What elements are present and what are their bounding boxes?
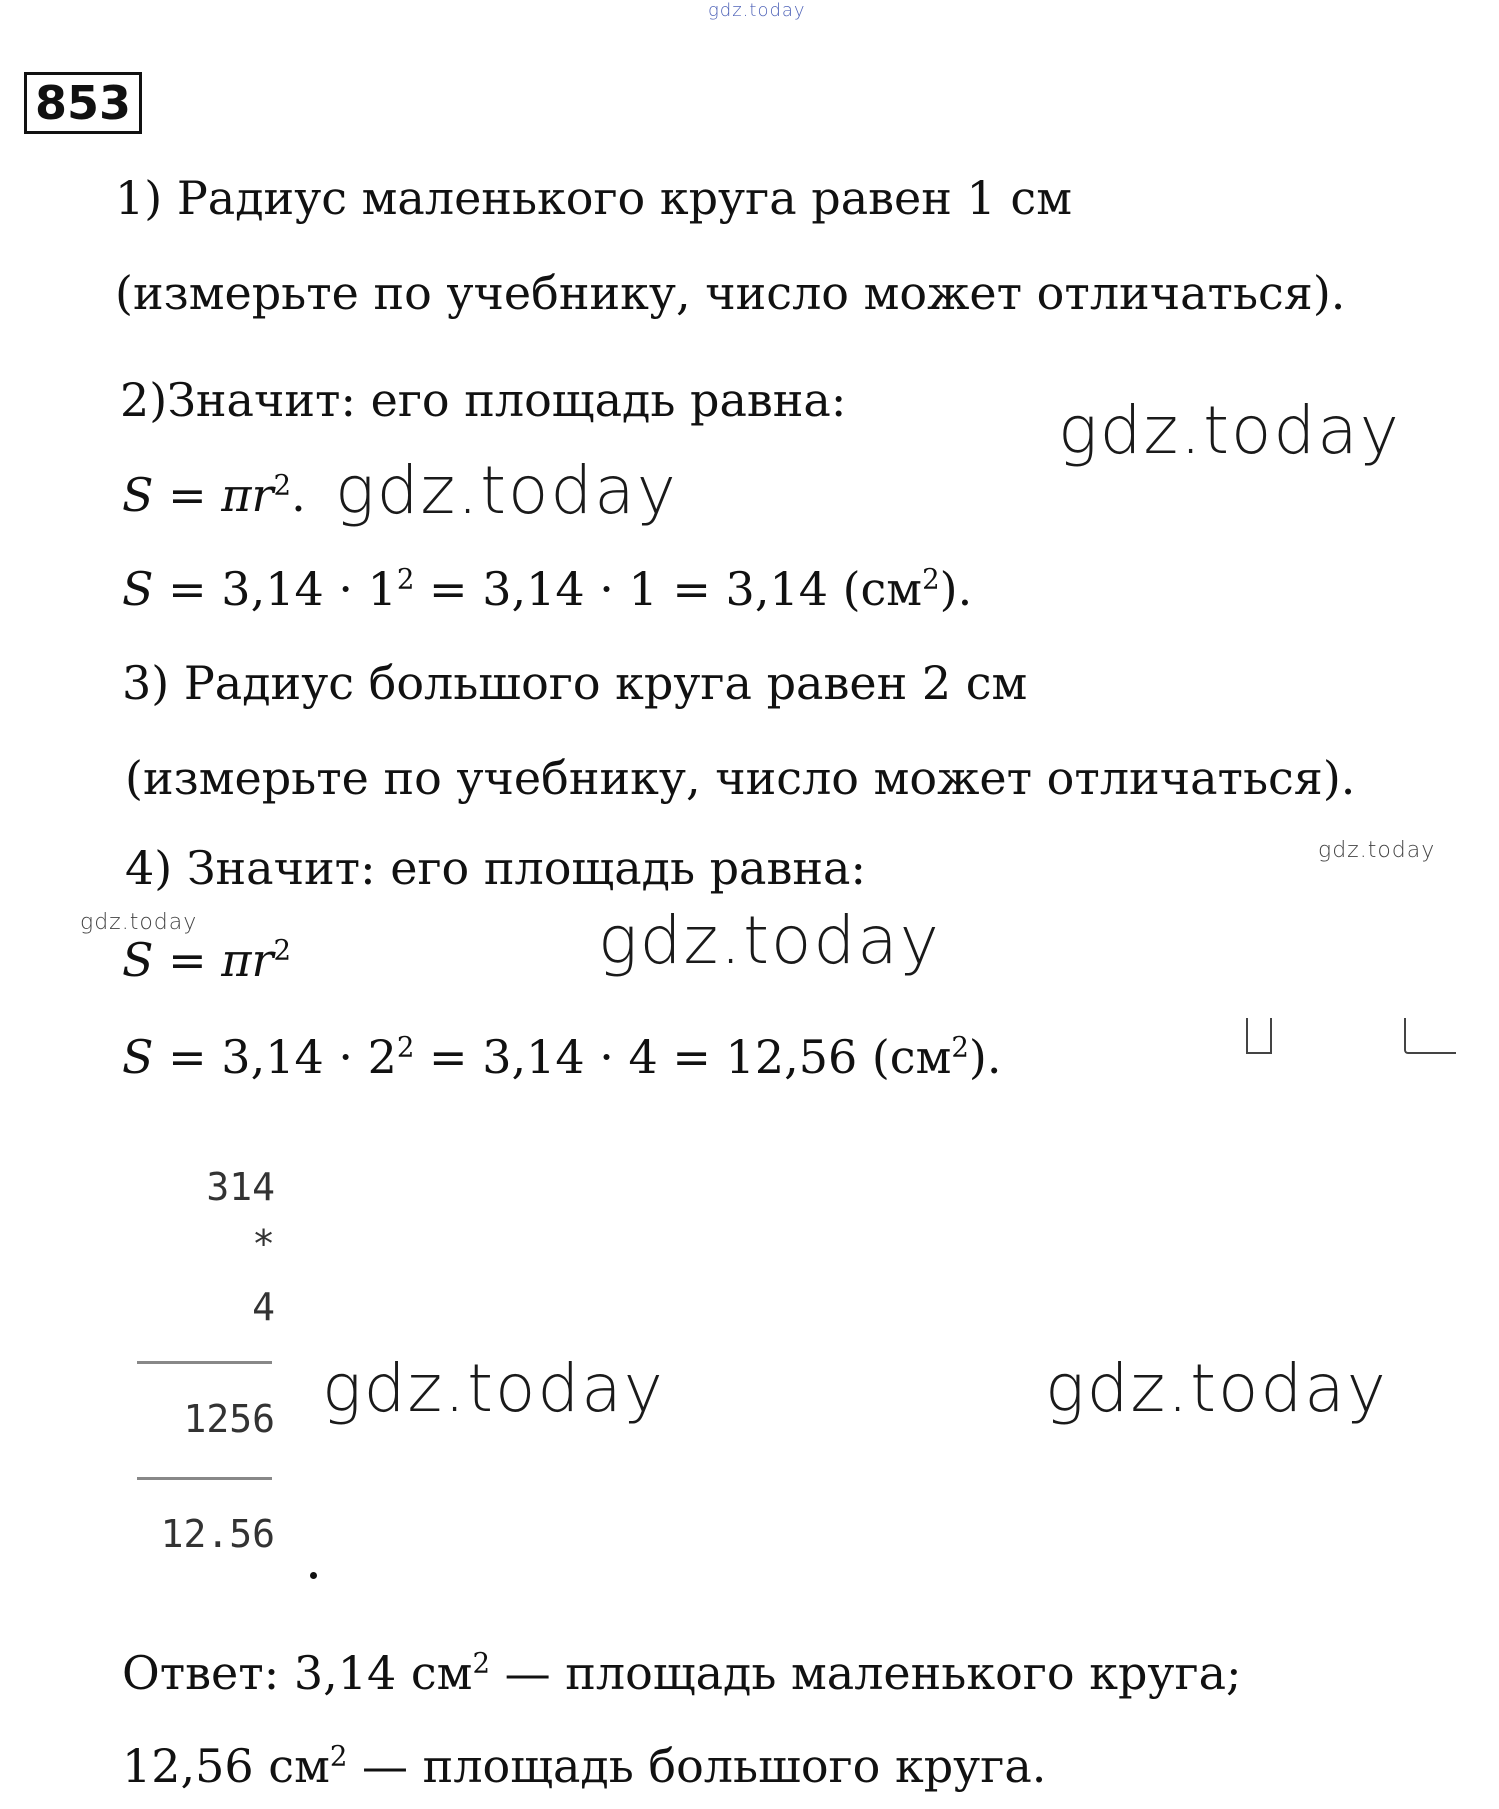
watermark-1: gdz.today bbox=[1058, 392, 1401, 469]
watermark-5: gdz.today bbox=[598, 902, 941, 979]
calc2-a: = 3,14 · 2 bbox=[153, 1030, 397, 1084]
column-calc-multiplier: 4 bbox=[252, 1285, 275, 1329]
formula-area-1 bbox=[122, 467, 306, 523]
column-calc-rule-2 bbox=[137, 1477, 272, 1480]
task-number: 853 bbox=[24, 72, 142, 134]
calc1-exp: 2 bbox=[396, 562, 415, 596]
column-calc-result: 12.56 bbox=[160, 1512, 275, 1556]
column-calc-operator: * bbox=[252, 1222, 275, 1266]
answer2-post: — площадь большого круга. bbox=[347, 1739, 1047, 1793]
calc-line-2 bbox=[122, 1029, 1002, 1085]
calc1-a: = 3,14 · 1 bbox=[153, 562, 397, 616]
formula-area-2 bbox=[122, 932, 291, 988]
calc2-s: S bbox=[122, 1030, 154, 1084]
answer-line-2 bbox=[122, 1738, 1046, 1794]
answer1-pre: Ответ: 3,14 см bbox=[122, 1646, 473, 1700]
watermark-3: gdz.today bbox=[1318, 838, 1436, 863]
formula-exp: 2 bbox=[273, 468, 292, 502]
answer2-exp: 2 bbox=[329, 1739, 348, 1773]
formula-end: . bbox=[291, 468, 306, 522]
text-line-6: 4) Значит: его площадь равна: bbox=[125, 841, 866, 895]
text-line-1: 1) Радиус маленького круга равен 1 см bbox=[115, 171, 1072, 225]
calc-line-1 bbox=[122, 561, 972, 617]
answer1-post: — площадь маленького круга; bbox=[490, 1646, 1242, 1700]
text-line-3: 2)Значит: его площадь равна: bbox=[120, 373, 847, 427]
watermark-4: gdz.today bbox=[80, 910, 198, 935]
calc1-unit-exp: 2 bbox=[922, 562, 940, 596]
column-calc-rule-1 bbox=[137, 1361, 272, 1364]
scan-artifact-1 bbox=[1246, 1018, 1272, 1054]
answer1-exp: 2 bbox=[472, 1646, 490, 1680]
formula-eq: = πr bbox=[153, 468, 274, 522]
scan-artifact-2 bbox=[1404, 1018, 1456, 1054]
calc1-s: S bbox=[122, 562, 154, 616]
calc1-b: = 3,14 · 1 = 3,14 (см bbox=[414, 562, 923, 616]
formula2-exp: 2 bbox=[273, 933, 292, 967]
calc2-exp: 2 bbox=[396, 1030, 415, 1064]
answer-line-1 bbox=[122, 1645, 1242, 1701]
text-line-5: (измерьте по учебнику, число может отличаться). bbox=[125, 751, 1356, 805]
text-line-2: (измерьте по учебнику, число может отличаться). bbox=[115, 266, 1346, 320]
calc2-c: ). bbox=[968, 1030, 1002, 1084]
watermark-7: gdz.today bbox=[1045, 1350, 1388, 1427]
calc2-unit-exp: 2 bbox=[951, 1030, 969, 1064]
formula-s: S bbox=[122, 468, 154, 522]
column-calc-top: 314 bbox=[206, 1165, 275, 1209]
column-calc-product: 1256 bbox=[183, 1397, 275, 1441]
answer2-pre: 12,56 см bbox=[122, 1739, 330, 1793]
watermark-6: gdz.today bbox=[322, 1350, 665, 1427]
watermark-top: gdz.today bbox=[708, 0, 806, 21]
text-line-4: 3) Радиус большого круга равен 2 см bbox=[122, 656, 1028, 710]
formula2-eq: = πr bbox=[153, 933, 274, 987]
watermark-2: gdz.today bbox=[335, 452, 678, 529]
formula2-s: S bbox=[122, 933, 154, 987]
calc2-b: = 3,14 · 4 = 12,56 (см bbox=[414, 1030, 952, 1084]
calc1-c: ). bbox=[939, 562, 973, 616]
stray-dot bbox=[310, 1572, 317, 1579]
